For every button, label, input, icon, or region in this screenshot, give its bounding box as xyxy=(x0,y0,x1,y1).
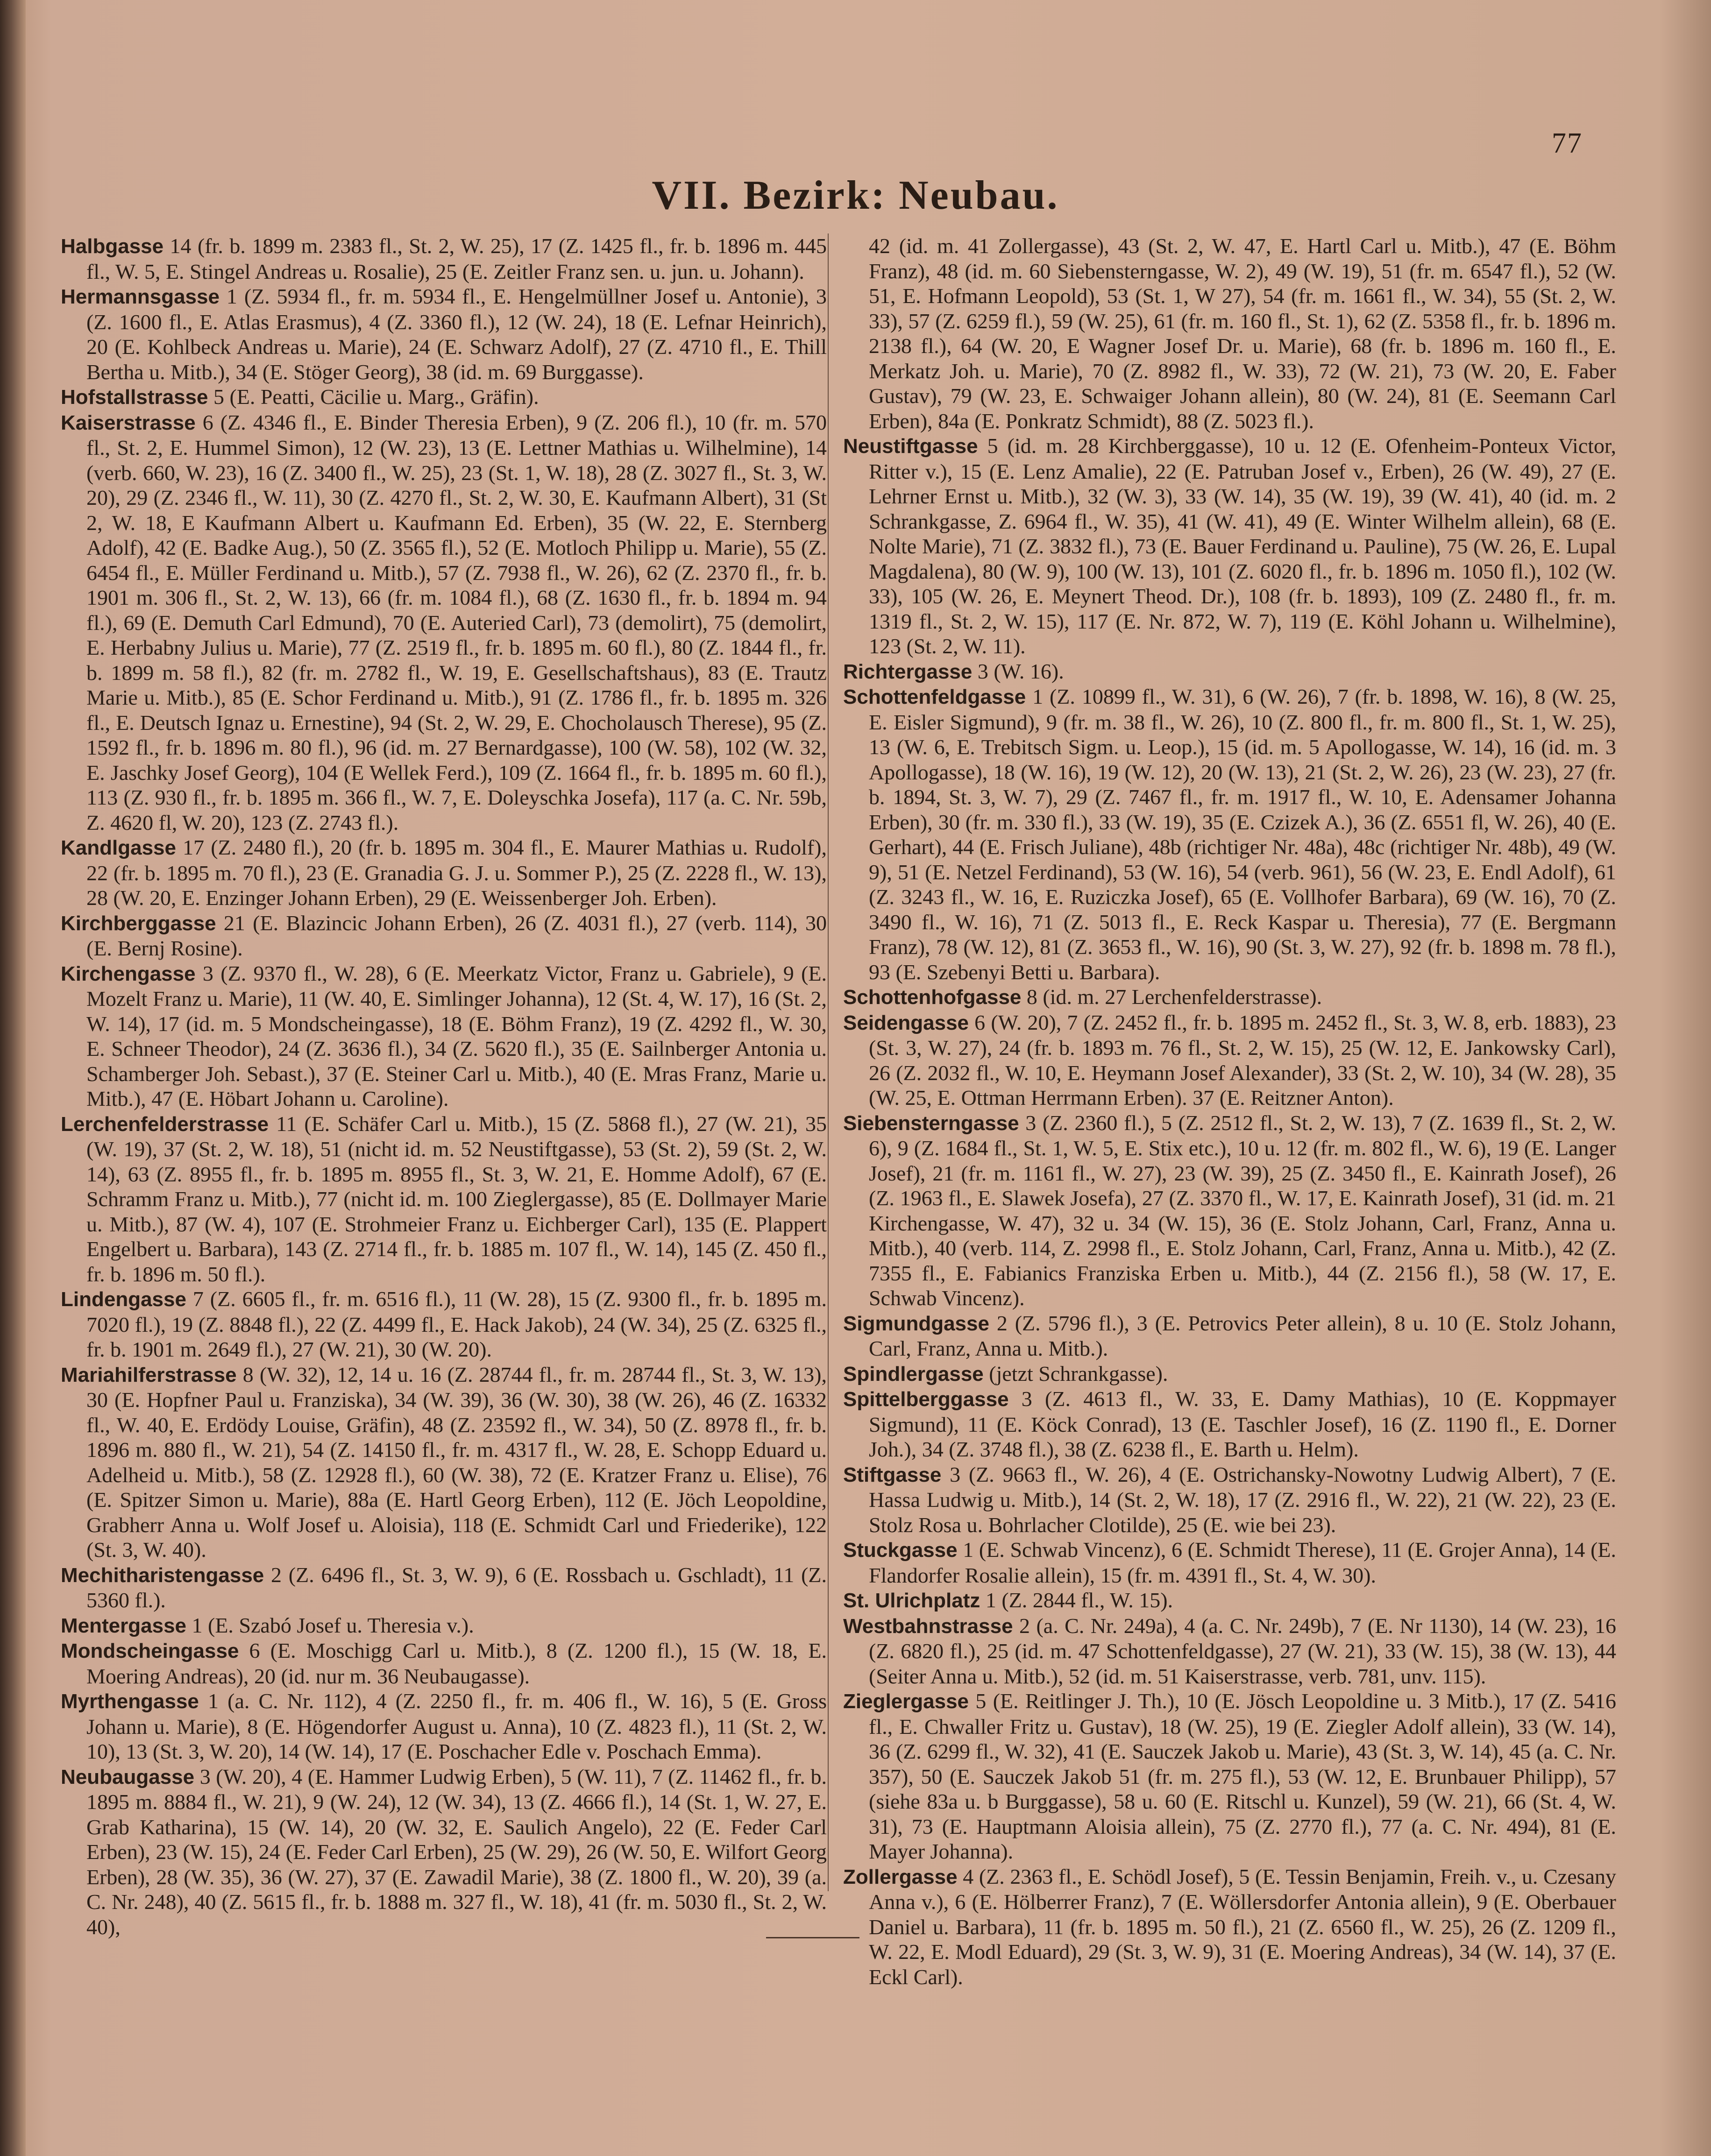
street-name: Spittelberggasse xyxy=(843,1388,1009,1411)
entry-details: 1 (Z. 5934 fl., fr. m. 5934 fl., E. Hengelmüllner Josef u. Antonie), 3 (Z. 1600 fl., E. Atlas Erasmus), 4 (Z. 3360 fl.), 12 (W. 24), 18 (E. Lefnar Heinrich), 20 (E. Kohlbeck Andreas u. Marie), 24 (E. Schwarz Adolf), 27 (Z. 4710 fl., E. Thill Bertha u. Mitb.), 34 (E. Stöger Georg), 38 (id. m. 69 Burggasse). xyxy=(86,284,827,384)
binding-edge xyxy=(0,0,26,2156)
street-name: Zollergasse xyxy=(843,1865,958,1888)
street-entry xyxy=(843,1588,1616,1613)
entry-details: 6 (Z. 4346 fl., E. Binder Theresia Erben), 9 (Z. 206 fl.), 10 (fr. m. 570 fl., St. 2, E. Hummel Simon), 12 (W. 23), 13 (E. Lettner Mathias u. Wilhelmine), 14 (verb. 660, W. 23), 16 (Z. 3400 fl., W. 25), 23 (St. 1, W. 18), 28 (Z. 3027 fl., St. 3, W. 20), 29 (Z. 2346 fl., W. 11), 30 (Z. 4270 fl., St. 2, W. 30, E. Kaufmann Albert), 31 (St 2, W. 18, E Kaufmann Albert u. Kaufmann Ed. Erben), 35 (W. 22, E. Sternberg Adolf), 42 (E. Badke Aug.), 50 (Z. 3565 fl.), 52 (E. Motloch Philipp u. Marie), 55 (Z. 6454 fl., E. Müller Ferdinand u. Mitb.), 57 (Z. 7938 fl., W. 26), 62 (Z. 2370 fl., fr. b. 1901 m. 306 fl., St. 2, W. 13), 66 (fr. m. 1084 fl.), 68 (Z. 1630 fl., fr. b. 1894 m. 94 fl.), 69 (E. Demuth Carl Edmund), 70 (E. Auteried Carl), 73 (demolirt), 75 (demolirt, E. Herbabny Julius u. Marie), 77 (Z. 2519 fl., fr. b. 1895 m. 60 fl.), 80 (Z. 1844 fl., fr. b. 1899 m. 58 fl.), 82 (fr. m. 2782 fl., W. 19, E. Gesellschaftshaus), 83 (E. Trautz Marie u. Mitb.), 85 (E. Schor Ferdinand u. Mitb.), 91 (Z. 1786 fl., fr. b. 1895 m. 326 fl., E. Deutsch Ignaz u. Ernestine), 94 (St. 2, W. 29, E. Chocholausch Therese), 95 (Z. 1592 fl., fr. b. 1896 m. 80 fl.), 96 (id. m. 27 Bernardgasse), 100 (W. 58), 102 (W. 32, E. Jaschky Josef Georg), 104 (E Wellek Ferd.), 109 (Z. 1664 fl., fr. b. 1895 m. 60 fl.), 113 (Z. 930 fl., fr. b. 1895 m. 366 fl., W. 7, E. Doleyschka Josefa), 117 (a. C. Nr. 59b, Z. 4620 fl, W. 20), 123 (Z. 2743 fl.). xyxy=(86,410,827,834)
street-name: Siebensterngasse xyxy=(843,1111,1019,1135)
street-entry xyxy=(61,233,827,284)
column-divider xyxy=(828,233,829,1891)
entry-details: 3 (W. 16). xyxy=(972,659,1064,683)
entry-details: 1 (a. C. Nr. 112), 4 (Z. 2250 fl., fr. m. 406 fl., W. 16), 5 (E. Gross Johann u. Marie), 8 (E. Högendorfer August u. Anna), 10 (Z. 4823 fl.), 11 (St. 2, W. 10), 13 (St. 3, W. 20), 14 (W. 14), 17 (E. Poschacher Edle v. Poschach Emma). xyxy=(86,1689,827,1763)
street-name: Zieglergasse xyxy=(843,1690,969,1713)
street-name: Stiftgasse xyxy=(843,1463,942,1486)
entry-details: 1 (Z. 10899 fl., W. 31), 6 (W. 26), 7 (fr. b. 1898, W. 16), 8 (W. 25, E. Eisler Sigmund), 9 (fr. m. 38 fl., W. 26), 10 (Z. 800 fl., fr. m. 800 fl., St. 1, W. 25), 13 (W. 6, E. Trebitsch Sigm. u. Leop.), 15 (id. m. 5 Apollogasse, W. 14), 16 (id. m. 3 Apollogasse), 18 (W. 16), 19 (W. 12), 20 (W. 13), 21 (St. 2, W. 26), 23 (W. 23), 27 (fr. b. 1894, St. 3, W. 7), 29 (Z. 7467 fl., fr. m. 1917 fl., W. 10, E. Adensamer Johanna Erben), 30 (fr. m. 330 fl.), 33 (W. 19), 35 (E. Czizek A.), 36 (Z. 6551 fl, W. 26), 40 (E. Gerhart), 44 (E. Frisch Juliane), 48b (richtiger Nr. 48a), 48c (richtiger Nr. 48b), 49 (W. 9), 51 (E. Netzel Ferdinand), 53 (W. 16), 54 (verb. 961), 56 (W. 23, E. Endl Adolf), 61 (Z. 3243 fl., W. 16, E. Ruziczka Josef), 65 (E. Vollhofer Barbara), 69 (W. 16), 70 (Z. 3490 fl., W. 16), 71 (Z. 5013 fl., E. Reck Kaspar u. Theresia), 77 (E. Bergmann Franz), 78 (W. 12), 81 (Z. 3653 fl., W. 16), 90 (St. 3, W. 27), 92 (fr. b. 1898 m. 78 fl.), 93 (E. Szebenyi Betti u. Barbara). xyxy=(869,685,1616,984)
street-name: Schottenfeldgasse xyxy=(843,686,1026,708)
entry-details: 21 (E. Blazincic Johann Erben), 26 (Z. 4031 fl.), 27 (verb. 114), 30 (E. Bernj Rosine). xyxy=(86,911,827,960)
street-entry xyxy=(843,1613,1616,1689)
street-entry xyxy=(61,1613,827,1639)
street-entry xyxy=(843,1386,1616,1462)
entry-details: 3 (Z. 9663 fl., W. 26), 4 (E. Ostrichansky-Nowotny Ludwig Albert), 7 (E. Hassa Ludwig u. Mitb.), 14 (St. 2, W. 18), 17 (Z. 2916 fl., W. 22), 21 (W. 22), 23 (E. Stolz Rosa u. Bohrlacher Clotilde), 25 (E. wie bei 23). xyxy=(869,1462,1616,1537)
street-name: Kirchberggasse xyxy=(61,912,216,935)
street-entry xyxy=(843,1311,1616,1361)
street-entry xyxy=(61,1562,827,1613)
entry-details: 14 (fr. b. 1899 m. 2383 fl., St. 2, W. 25), 17 (Z. 1425 fl., fr. b. 1896 m. 445 fl., W. 5, E. Stingel Andreas u. Rosalie), 25 (E. Zeitler Franz sen. u. jun. u. Johann). xyxy=(86,234,827,283)
entry-details: (jetzt Schrankgasse). xyxy=(983,1361,1168,1385)
street-name: Mentergasse xyxy=(61,1614,187,1637)
entry-details: 5 (id. m. 28 Kirchberggasse), 10 u. 12 (E. Ofenheim-Ponteux Victor, Ritter v.), 15 (E. Lenz Amalie), 22 (E. Patruban Josef v., Erben), 26 (W. 49), 27 (E. Lehrner Ernst u. Mitb.), 32 (W. 3), 33 (W. 14), 35 (W. 19), 39 (W. 41), 40 (id. m. 2 Schrankgasse, Z. 6964 fl., W. 35), 41 (W. 41), 49 (E. Winter Wilhelm allein), 68 (E. Nolte Marie), 71 (Z. 3832 fl.), 73 (E. Bauer Ferdinand u. Pauline), 75 (W. 26, E. Lupal Magdalena), 80 (W. 9), 100 (W. 13), 101 (Z. 6020 fl., fr. b. 1896 m. 1050 fl.), 102 (W. 33), 105 (W. 26, E. Meynert Theod. Dr.), 108 (fr. b. 1893), 109 (Z. 2480 fl., fr. m. 1319 fl., St. 2, W. 15), 117 (E. Nr. 872, W. 7), 119 (E. Köhl Johann u. Wilhelmine), 123 (St. 2, W. 11). xyxy=(869,434,1616,658)
entry-details: 5 (E. Reitlinger J. Th.), 10 (E. Jösch Leopoldine u. 3 Mitb.), 17 (Z. 5416 fl., E. Chwaller Fritz u. Gustav), 18 (W. 25), 19 (E. Ziegler Adolf allein), 33 (W. 14), 36 (Z. 6299 fl., W. 32), 41 (E. Sauczek Jakob u. Marie), 43 (St. 3, W. 14), 45 (a. C. Nr. 357), 50 (E. Sauczek Jakob 51 (fr. m. 275 fl.), 53 (W. 12, E. Brunbauer Philipp), 57 (siehe 83a u. b Burggasse), 58 u. 60 (E. Ritschl u. Kunzel), 59 (W. 21), 66 (St. 4, W. 31), 73 (E. Hauptmann Aloisia allein), 75 (Z. 2770 fl.), 77 (a. C. Nr. 494), 81 (E. Mayer Johanna). xyxy=(869,1689,1616,1863)
entry-details: 8 (id. m. 27 Lerchenfelderstrasse). xyxy=(1021,985,1322,1009)
street-entry xyxy=(61,284,827,384)
entry-details: 42 (id. m. 41 Zollergasse), 43 (St. 2, W. 47, E. Hartl Carl u. Mitb.), 47 (E. Böhm Franz), 48 (id. m. 60 Siebensterngasse, W. 2), 49 (W. 19), 51 (fr. m. 6547 fl.), 52 (W. 51, E. Hofmann Leopold), 53 (St. 1, W 27), 54 (fr. m. 1661 fl., W. 34), 55 (St. 2, W. 33), 57 (Z. 6259 fl.), 59 (W. 25), 61 (fr. m. 160 fl., St. 1), 62 (Z. 5358 fl., fr. b. 1896 m. 2138 fl.), 64 (W. 20, E Wagner Josef Dr. u. Marie), 68 (fr. b. 1896 m. 160 fl., E. Merkatz Joh. u. Marie), 70 (Z. 8982 fl., W. 33), 72 (W. 21), 73 (W. 20, E. Faber Gustav), 79 (W. 23, E. Schwaiger Johann allein), 80 (W. 24), 81 (E. Seemann Carl Erben), 84a (E. Ponkratz Schmidt), 88 (Z. 5023 fl.). xyxy=(869,234,1616,433)
street-entry xyxy=(61,1689,827,1764)
street-entry xyxy=(61,1764,827,1940)
street-entry xyxy=(61,1111,827,1287)
entry-details: 1 (E. Szabó Josef u. Theresia v.). xyxy=(186,1613,474,1637)
page-title: VII. Bezirk: Neubau. xyxy=(652,173,1059,218)
street-name: Westbahnstrasse xyxy=(843,1614,1013,1638)
street-entry xyxy=(61,1287,827,1362)
street-name: Mariahilferstrasse xyxy=(61,1363,237,1386)
entry-details: 8 (W. 32), 12, 14 u. 16 (Z. 28744 fl., fr. m. 28744 fl., St. 3, W. 13), 30 (E. Hopfner Paul u. Franziska), 34 (W. 39), 36 (W. 30), 38 (W. 26), 46 (Z. 16332 fl., W. 40, E. Erdödy Louise, Gräfin), 48 (Z. 23592 fl., W. 34), 50 (Z. 8978 fl., fr. b. 1896 m. 880 fl., W. 21), 54 (Z. 14150 fl., fr. m. 4317 fl., W. 28, E. Schopp Eduard u. Adelheid u. Mitb.), 58 (Z. 12928 fl.), 60 (W. 38), 72 (E. Kratzer Franz u. Elise), 76 (E. Spitzer Simon u. Marie), 88a (E. Hartl Georg Erben), 112 (E. Jöch Leopoldine, Grabherr Anna u. Wolf Josef u. Aloisia), 118 (E. Schmidt Carl und Friederike), 122 (St. 3, W. 40). xyxy=(86,1362,827,1562)
street-name: Richtergasse xyxy=(843,660,973,683)
street-entry xyxy=(61,961,827,1111)
entry-details: 2 (Z. 5796 fl.), 3 (E. Petrovics Peter allein), 8 u. 10 (E. Stolz Johann, Carl, Franz, Anna u. Mitb.). xyxy=(869,1311,1616,1360)
street-entry xyxy=(843,1010,1616,1110)
page-number: 77 xyxy=(1552,127,1583,159)
street-name: Hofstallstrasse xyxy=(61,386,208,409)
entry-details: 6 (W. 20), 7 (Z. 2452 fl., fr. b. 1895 m. 2452 fl., St. 3, W. 8, erb. 1883), 23 (St. 3, W. 27), 24 (fr. b. 1893 m. 76 fl., St. 2, W. 15), 25 (W. 12, E. Jankowsky Carl), 26 (Z. 2032 fl., W. 10, E. Heymann Josef Alexander), 33 (St. 2, W. 10), 34 (W. 28), 35 (W. 25, E. Ottman Herrmann Erben). 37 (E. Reitzner Anton). xyxy=(869,1010,1616,1110)
street-name: Sigmundgasse xyxy=(843,1312,989,1335)
street-entry xyxy=(61,1638,827,1689)
street-name: Myrthengasse xyxy=(61,1690,199,1713)
street-name: Kaiserstrasse xyxy=(61,411,196,434)
street-entry xyxy=(843,1361,1616,1387)
street-name: Mechitharistengasse xyxy=(61,1563,264,1587)
street-name: Neubaugasse xyxy=(61,1765,195,1788)
street-name: Kandlgasse xyxy=(61,836,176,859)
entry-details: 2 (a. C. Nr. 249a), 4 (a. C. Nr. 249b), 7 (E. Nr 1130), 14 (W. 23), 16 (Z. 6820 fl.), 25 (id. m. 47 Schottenfeldgasse), 27 (W. 21), 33 (W. 15), 38 (W. 13), 44 (Seiter Anna u. Mitb.), 52 (id. m. 51 Kaiserstrasse, verb. 781, unv. 115). xyxy=(869,1613,1616,1688)
street-name: Neustiftgasse xyxy=(843,435,978,458)
street-entry xyxy=(843,233,1616,433)
street-name: Kirchengasse xyxy=(61,962,196,985)
street-name: Seidengasse xyxy=(843,1011,969,1034)
end-rule xyxy=(766,1937,859,1938)
entry-details: 11 (E. Schäfer Carl u. Mitb.), 15 (Z. 5868 fl.), 27 (W. 21), 35 (W. 19), 37 (St. 2, W. 18), 51 (nicht id. m. 52 Neustiftgasse), 53 (St. 2), 59 (St. 2, W. 14), 63 (Z. 8955 fl., fr. b. 1895 m. 8955 fl., St. 3, W. 21, E. Homme Adolf), 67 (E. Schramm Franz u. Mitb.), 77 (nicht id. m. 100 Zieglergasse), 85 (E. Dollmayer Marie u. Mitb.), 87 (W. 4), 107 (E. Strohmeier Franz u. Eichberger Carl), 135 (E. Plappert Engelbert u. Barbara), 143 (Z. 2714 fl., fr. b. 1885 m. 107 fl., W. 14), 145 (Z. 450 fl., fr. b. 1896 m. 50 fl.). xyxy=(86,1111,827,1286)
street-name: Lindengasse xyxy=(61,1288,186,1311)
entry-details: 6 (E. Moschigg Carl u. Mitb.), 8 (Z. 1200 fl.), 15 (W. 18, E. Moering Andreas), 20 (id. nur m. 36 Neubaugasse). xyxy=(86,1639,827,1688)
street-entry xyxy=(843,1689,1616,1864)
street-entry xyxy=(843,659,1616,685)
street-name: Mondscheingasse xyxy=(61,1640,239,1662)
street-entry xyxy=(843,1864,1616,1990)
entry-details: 1 (E. Schwab Vincenz), 6 (E. Schmidt Therese), 11 (E. Grojer Anna), 14 (E. Flandorfer Rosalie allein), 15 (fr. m. 4391 fl., St. 4, W. 30). xyxy=(869,1538,1616,1587)
street-name: Halbgasse xyxy=(61,235,164,258)
entry-details: 5 (E. Peatti, Cäcilie u. Marg., Gräfin). xyxy=(208,385,539,409)
street-name: Schottenhofgasse xyxy=(843,986,1022,1009)
street-entry xyxy=(843,1537,1616,1588)
entry-details: 17 (Z. 2480 fl.), 20 (fr. b. 1895 m. 304 fl., E. Maurer Mathias u. Rudolf), 22 (fr. b. 1895 m. 70 fl.), 23 (E. Granadia G. J. u. Sommer P.), 25 (Z. 2228 fl., W. 13), 28 (W. 20, E. Enzinger Johann Erben), 29 (E. Weissenberger Joh. Erben). xyxy=(86,835,827,910)
entry-details: 2 (Z. 6496 fl., St. 3, W. 9), 6 (E. Rossbach u. Gschladt), 11 (Z. 5360 fl.). xyxy=(86,1562,827,1612)
street-entry xyxy=(843,1110,1616,1311)
street-name: Lerchenfelderstrasse xyxy=(61,1112,269,1136)
street-entry xyxy=(843,433,1616,659)
street-entry xyxy=(61,410,827,835)
street-entry xyxy=(61,1362,827,1562)
street-entry xyxy=(843,684,1616,984)
entry-details: 3 (W. 20), 4 (E. Hammer Ludwig Erben), 5 (W. 11), 7 (Z. 11462 fl., fr. b. 1895 m. 8884 fl., W. 21), 9 (W. 24), 12 (W. 34), 13 (Z. 4666 fl.), 14 (St. 1, W. 27, E. Grab Katharina), 15 (W. 14), 20 (W. 32, E. Saulich Angelo), 22 (E. Feder Carl Erben), 23 (W. 15), 24 (E. Feder Carl Erben), 25 (W. 29), 26 (W. 50, E. Wilfort Georg Erben), 28 (W. 35), 36 (W. 27), 37 (E. Zawadil Marie), 38 (Z. 1800 fl., W. 20), 39 (a. C. Nr. 248), 40 (Z. 5615 fl., fr. b. 1888 m. 327 fl., W. 18), 41 (fr. m. 5030 fl., St. 2, W. 40), xyxy=(86,1764,827,1939)
entry-details: 3 (Z. 9370 fl., W. 28), 6 (E. Meerkatz Victor, Franz u. Gabriele), 9 (E. Mozelt Franz u. Marie), 11 (W. 40, E. Simlinger Johanna), 12 (St. 4, W. 17), 16 (St. 2, W. 14), 17 (id. m. 5 Mondscheingasse), 18 (E. Böhm Franz), 19 (Z. 4292 fl., W. 30, E. Schneer Theodor), 24 (Z. 3636 fl.), 34 (Z. 5620 fl.), 35 (E. Sailnberger Antonia u. Schamberger Joh. Sebast.), 37 (E. Steiner Carl u. Mitb.), 40 (E. Mras Franz, Marie u. Mitb.), 47 (E. Höbart Johann u. Caroline). xyxy=(86,961,827,1110)
street-entry xyxy=(61,384,827,410)
right-column xyxy=(843,233,1616,1989)
entry-details: 3 (Z. 2360 fl.), 5 (Z. 2512 fl., St. 2, W. 13), 7 (Z. 1639 fl., St. 2, W. 6), 9 (Z. 1684 fl., St. 1, W. 5, E. Stix etc.), 10 u. 12 (fr. m. 802 fl., W. 6), 19 (E. Langer Josef), 21 (fr. m. 1161 fl., W. 27), 23 (W. 39), 25 (Z. 3450 fl., E. Kainrath Josef), 26 (Z. 1963 fl., E. Slawek Josefa), 27 (Z. 3370 fl., W. 17, E. Kainrath Josef), 31 (id. m. 21 Kirchengasse, W. 47), 32 u. 34 (W. 15), 36 (E. Stolz Johann, Carl, Franz, Anna u. Mitb.), 40 (verb. 114, Z. 2998 fl., E. Stolz Johann, Carl, Franz, Anna u. Mitb.), 42 (Z. 7355 fl., E. Fabianics Franziska Erben u. Mitb.), 44 (Z. 2156 fl.), 58 (W. 17, E. Schwab Vincenz). xyxy=(869,1110,1616,1310)
street-name: St. Ulrichplatz xyxy=(843,1589,980,1612)
street-name: Stuckgasse xyxy=(843,1539,958,1562)
street-name: Spindlergasse xyxy=(843,1362,984,1385)
entry-details: 7 (Z. 6605 fl., fr. m. 6516 fl.), 11 (W. 28), 15 (Z. 9300 fl., fr. b. 1895 m. 7020 fl.), 19 (Z. 8848 fl.), 22 (Z. 4499 fl., E. Hack Jakob), 24 (W. 34), 25 (Z. 6325 fl., fr. b. 1901 m. 2649 fl.), 27 (W. 21), 30 (W. 20). xyxy=(86,1287,827,1361)
entry-details: 4 (Z. 2363 fl., E. Schödl Josef), 5 (E. Tessin Benjamin, Freih. v., u. Czesany Anna v.), 6 (E. Hölberrer Franz), 7 (E. Wöllersdorfer Antonia allein), 9 (E. Oberbauer Daniel u. Barbara), 11 (fr. b. 1895 m. 50 fl.), 21 (Z. 6560 fl., W. 25), 26 (Z. 1209 fl., W. 22, E. Modl Eduard), 29 (St. 3, W. 9), 31 (E. Moering Andreas), 34 (W. 14), 37 (E. Eckl Carl). xyxy=(869,1864,1616,1989)
entry-details: 3 (Z. 4613 fl., W. 33, E. Damy Mathias), 10 (E. Koppmayer Sigmund), 11 (E. Köck Conrad), 13 (E. Taschler Josef), 16 (Z. 1190 fl., E. Dorner Joh.), 34 (Z. 3748 fl.), 38 (Z. 6238 fl., E. Barth u. Helm). xyxy=(869,1387,1616,1461)
street-entry xyxy=(843,1462,1616,1538)
street-entry xyxy=(843,984,1616,1010)
street-entry xyxy=(61,835,827,911)
entry-details: 1 (Z. 2844 fl., W. 15). xyxy=(980,1588,1173,1612)
left-column xyxy=(61,233,827,1939)
street-name: Hermannsgasse xyxy=(61,285,220,308)
street-entry xyxy=(61,911,827,961)
